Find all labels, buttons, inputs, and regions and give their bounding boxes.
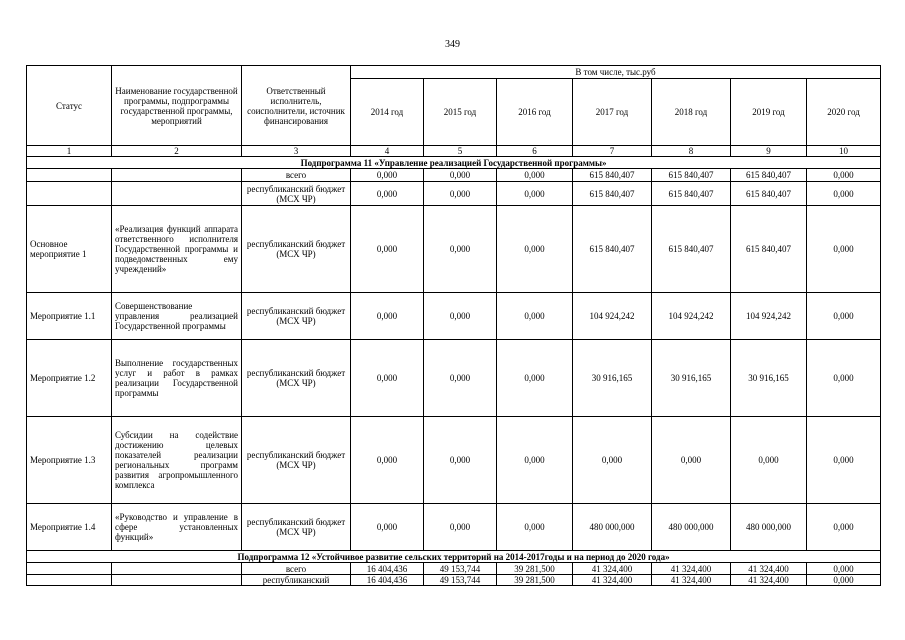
value-cell: 49 153,744 [424,575,497,586]
value-cell: 0,000 [807,504,881,551]
value-cell: 104 924,242 [573,293,652,340]
status-cell [27,575,112,586]
header-year: 2020 год [807,79,881,146]
column-number: 9 [731,146,807,157]
name-cell: Субсидии на содействие достижению целевых показателей реализации региональных программ развития агропромышленного комплекса [112,417,242,504]
value-cell: 0,000 [351,206,424,293]
source-cell: всего [242,563,351,575]
status-cell [27,169,112,182]
source-cell: республиканский бюджет (МСХ ЧР) [242,182,351,206]
status-cell: Мероприятие 1.2 [27,340,112,417]
value-cell: 41 324,400 [652,575,731,586]
value-cell: 0,000 [497,504,573,551]
source-cell: республиканский бюджет (МСХ ЧР) [242,340,351,417]
value-cell: 41 324,400 [573,575,652,586]
value-cell: 41 324,400 [573,563,652,575]
subprogram-12-title: Подпрограмма 12 «Устойчивое развитие сельских территорий на 2014-2017годы и на период до 2020 года» [27,551,881,563]
value-cell: 0,000 [652,417,731,504]
value-cell: 0,000 [573,417,652,504]
value-cell: 0,000 [424,504,497,551]
source-cell: республиканский бюджет (МСХ ЧР) [242,293,351,340]
value-cell: 0,000 [807,417,881,504]
column-number: 5 [424,146,497,157]
table-row [27,417,881,504]
subprogram-title-row [27,551,881,563]
name-cell: Совершенствование управления реализацией Государственной программы [112,293,242,340]
column-number: 7 [573,146,652,157]
header-year: 2014 год [351,79,424,146]
column-number: 3 [242,146,351,157]
value-cell: 39 281,500 [497,575,573,586]
value-cell: 49 153,744 [424,563,497,575]
value-cell: 615 840,407 [652,182,731,206]
status-cell: Мероприятие 1.1 [27,293,112,340]
value-cell: 0,000 [807,563,881,575]
status-cell: Мероприятие 1.3 [27,417,112,504]
header-responsible: Ответственный исполнитель, соисполнители, источник финансирования [242,66,351,146]
header-status: Статус [27,66,112,146]
name-cell [112,575,242,586]
value-cell: 615 840,407 [573,206,652,293]
value-cell: 41 324,400 [731,563,807,575]
source-cell: республиканский бюджет (МСХ ЧР) [242,206,351,293]
value-cell: 0,000 [807,169,881,182]
value-cell: 104 924,242 [652,293,731,340]
value-cell: 30 916,165 [731,340,807,417]
table-row [27,575,881,586]
value-cell: 0,000 [351,340,424,417]
value-cell: 615 840,407 [573,169,652,182]
program-budget-table [26,65,881,586]
value-cell: 480 000,000 [652,504,731,551]
column-number: 8 [652,146,731,157]
name-cell [112,169,242,182]
table-row [27,293,881,340]
header-row [27,66,881,79]
column-numbers-row [27,146,881,157]
value-cell: 0,000 [424,293,497,340]
header-year: 2015 год [424,79,497,146]
status-cell: Мероприятие 1.4 [27,504,112,551]
source-cell: республиканский бюджет (МСХ ЧР) [242,504,351,551]
name-cell: Выполнение государственных услуг и работ в рамках реализации Государственной программы [112,340,242,417]
header-name: Наименование государственной программы, подпрограммы государственной программы, мероприятий [112,66,242,146]
value-cell: 0,000 [351,169,424,182]
table-row [27,206,881,293]
name-cell: «Реализация функций аппарата ответственного исполнителя Государственной программы и подведомственных ему учреждений» [112,206,242,293]
source-cell: республиканский бюджет (МСХ ЧР) [242,417,351,504]
value-cell: 0,000 [807,340,881,417]
value-cell: 615 840,407 [731,169,807,182]
header-year: 2016 год [497,79,573,146]
table-row [27,169,881,182]
value-cell: 0,000 [351,417,424,504]
source-cell: республиканский [242,575,351,586]
subprogram-11-title: Подпрограмма 11 «Управление реализацией Государственной программы» [27,157,881,169]
status-cell: Основное мероприятие 1 [27,206,112,293]
value-cell: 480 000,000 [731,504,807,551]
table-row [27,504,881,551]
name-cell: «Руководство и управление в сфере установленных функций» [112,504,242,551]
value-cell: 615 840,407 [731,206,807,293]
value-cell: 0,000 [731,417,807,504]
value-cell: 0,000 [497,417,573,504]
value-cell: 480 000,000 [573,504,652,551]
column-number: 10 [807,146,881,157]
header-year: 2017 год [573,79,652,146]
value-cell: 615 840,407 [652,169,731,182]
value-cell: 0,000 [351,293,424,340]
table-row [27,182,881,206]
name-cell [112,182,242,206]
status-cell [27,563,112,575]
value-cell: 0,000 [497,182,573,206]
value-cell: 30 916,165 [652,340,731,417]
value-cell: 0,000 [497,169,573,182]
value-cell: 0,000 [807,206,881,293]
value-cell: 0,000 [424,169,497,182]
value-cell: 0,000 [807,293,881,340]
value-cell: 0,000 [497,206,573,293]
value-cell: 0,000 [351,504,424,551]
value-cell: 615 840,407 [731,182,807,206]
value-cell: 0,000 [424,182,497,206]
value-cell: 0,000 [424,417,497,504]
value-cell: 0,000 [807,575,881,586]
table-row [27,340,881,417]
value-cell: 104 924,242 [731,293,807,340]
value-cell: 41 324,400 [731,575,807,586]
value-cell: 16 404,436 [351,575,424,586]
value-cell: 16 404,436 [351,563,424,575]
value-cell: 0,000 [351,182,424,206]
header-including: В том числе, тыс.руб [351,66,881,79]
source-cell: всего [242,169,351,182]
table-row [27,563,881,575]
value-cell: 41 324,400 [652,563,731,575]
value-cell: 0,000 [497,293,573,340]
value-cell: 0,000 [497,340,573,417]
column-number: 2 [112,146,242,157]
value-cell: 39 281,500 [497,563,573,575]
header-year: 2019 год [731,79,807,146]
value-cell: 615 840,407 [573,182,652,206]
column-number: 6 [497,146,573,157]
name-cell [112,563,242,575]
subprogram-title-row [27,157,881,169]
column-number: 1 [27,146,112,157]
value-cell: 0,000 [807,182,881,206]
status-cell [27,182,112,206]
page-number: 349 [445,39,460,50]
value-cell: 615 840,407 [652,206,731,293]
value-cell: 0,000 [424,206,497,293]
column-number: 4 [351,146,424,157]
value-cell: 30 916,165 [573,340,652,417]
value-cell: 0,000 [424,340,497,417]
header-year: 2018 год [652,79,731,146]
